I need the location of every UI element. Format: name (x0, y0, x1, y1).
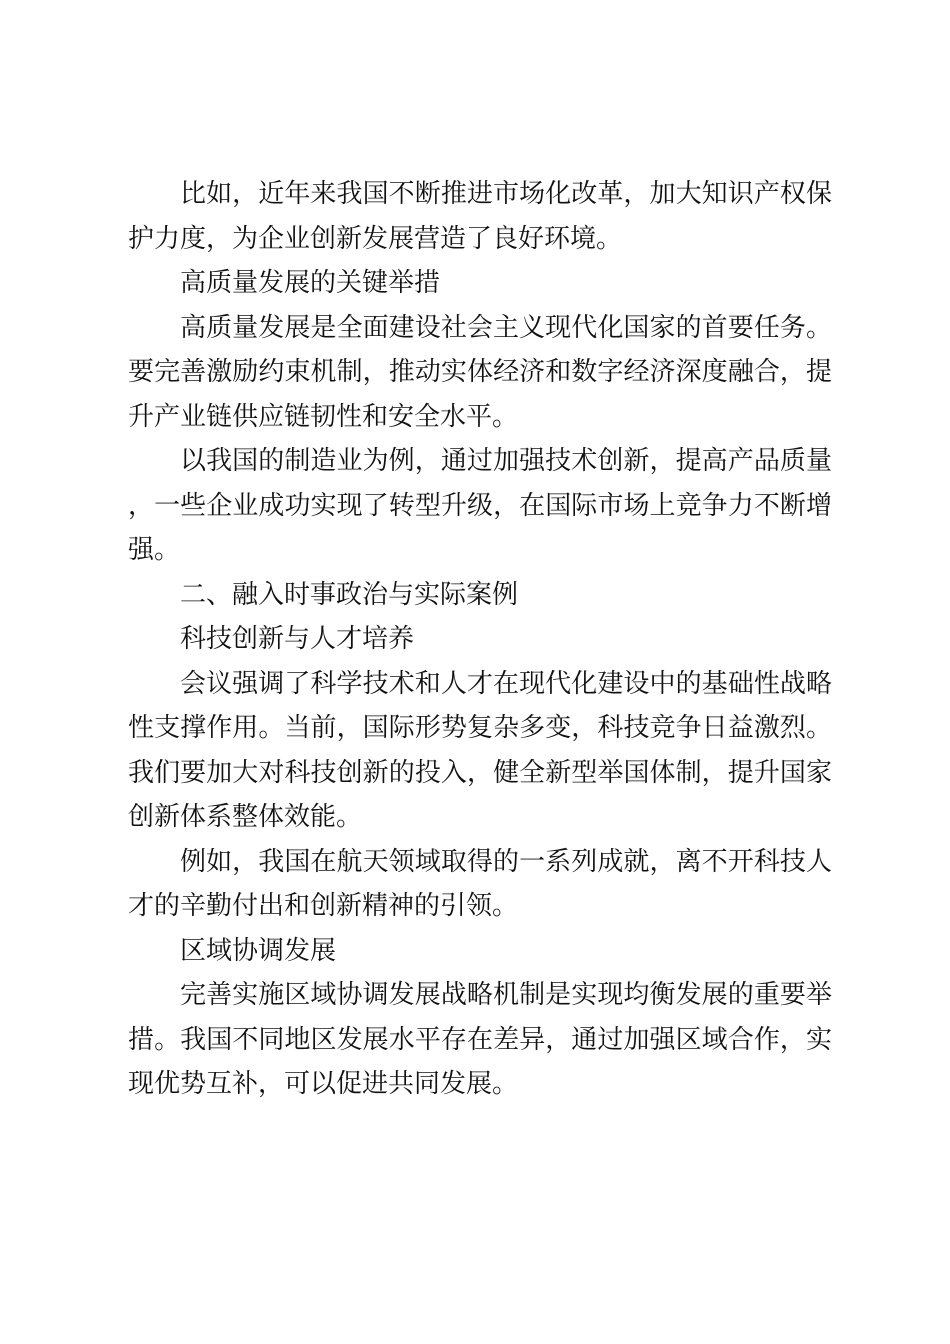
document-page (128, 172, 832, 1107)
body-paragraph: 高质量发展是全面建设社会主义现代化国家的首要任务。要完善激励约束机制，推动实体经济和数字经济深度融合，提升产业链供应链韧性和安全水平。 (128, 312, 832, 432)
body-paragraph: 例如，我国在航天领域取得的一系列成就，离不开科技人才的辛勤付出和创新精神的引领。 (128, 846, 832, 921)
section-heading: 科技创新与人才培养 (180, 624, 415, 654)
body-paragraph: 以我国的制造业为例，通过加强技术创新，提高产品质量，一些企业成功实现了转型升级，在国际市场上竞争力不断增强。 (128, 446, 832, 565)
section-heading: 区域协调发展 (180, 935, 337, 966)
section-heading: 高质量发展的关键举措 (180, 268, 441, 298)
body-paragraph: 完善实施区域协调发展战略机制是实现均衡发展的重要举措。我国不同地区发展水平存在差异，通过加强区域合作，实现优势互补，可以促进共同发展。 (128, 980, 832, 1099)
body-paragraph: 会议强调了科学技术和人才在现代化建设中的基础性战略性支撑作用。当前，国际形势复杂多变，科技竞争日益激烈。我们要加大对科技创新的投入，健全新型举国体制，提升国家创新体系整体效能。 (128, 668, 832, 832)
section-heading: 二、融入时事政治与实际案例 (180, 579, 519, 610)
body-paragraph: 比如，近年来我国不断推进市场化改革，加大知识产权保护力度，为企业创新发展营造了良好环境。 (128, 179, 832, 254)
